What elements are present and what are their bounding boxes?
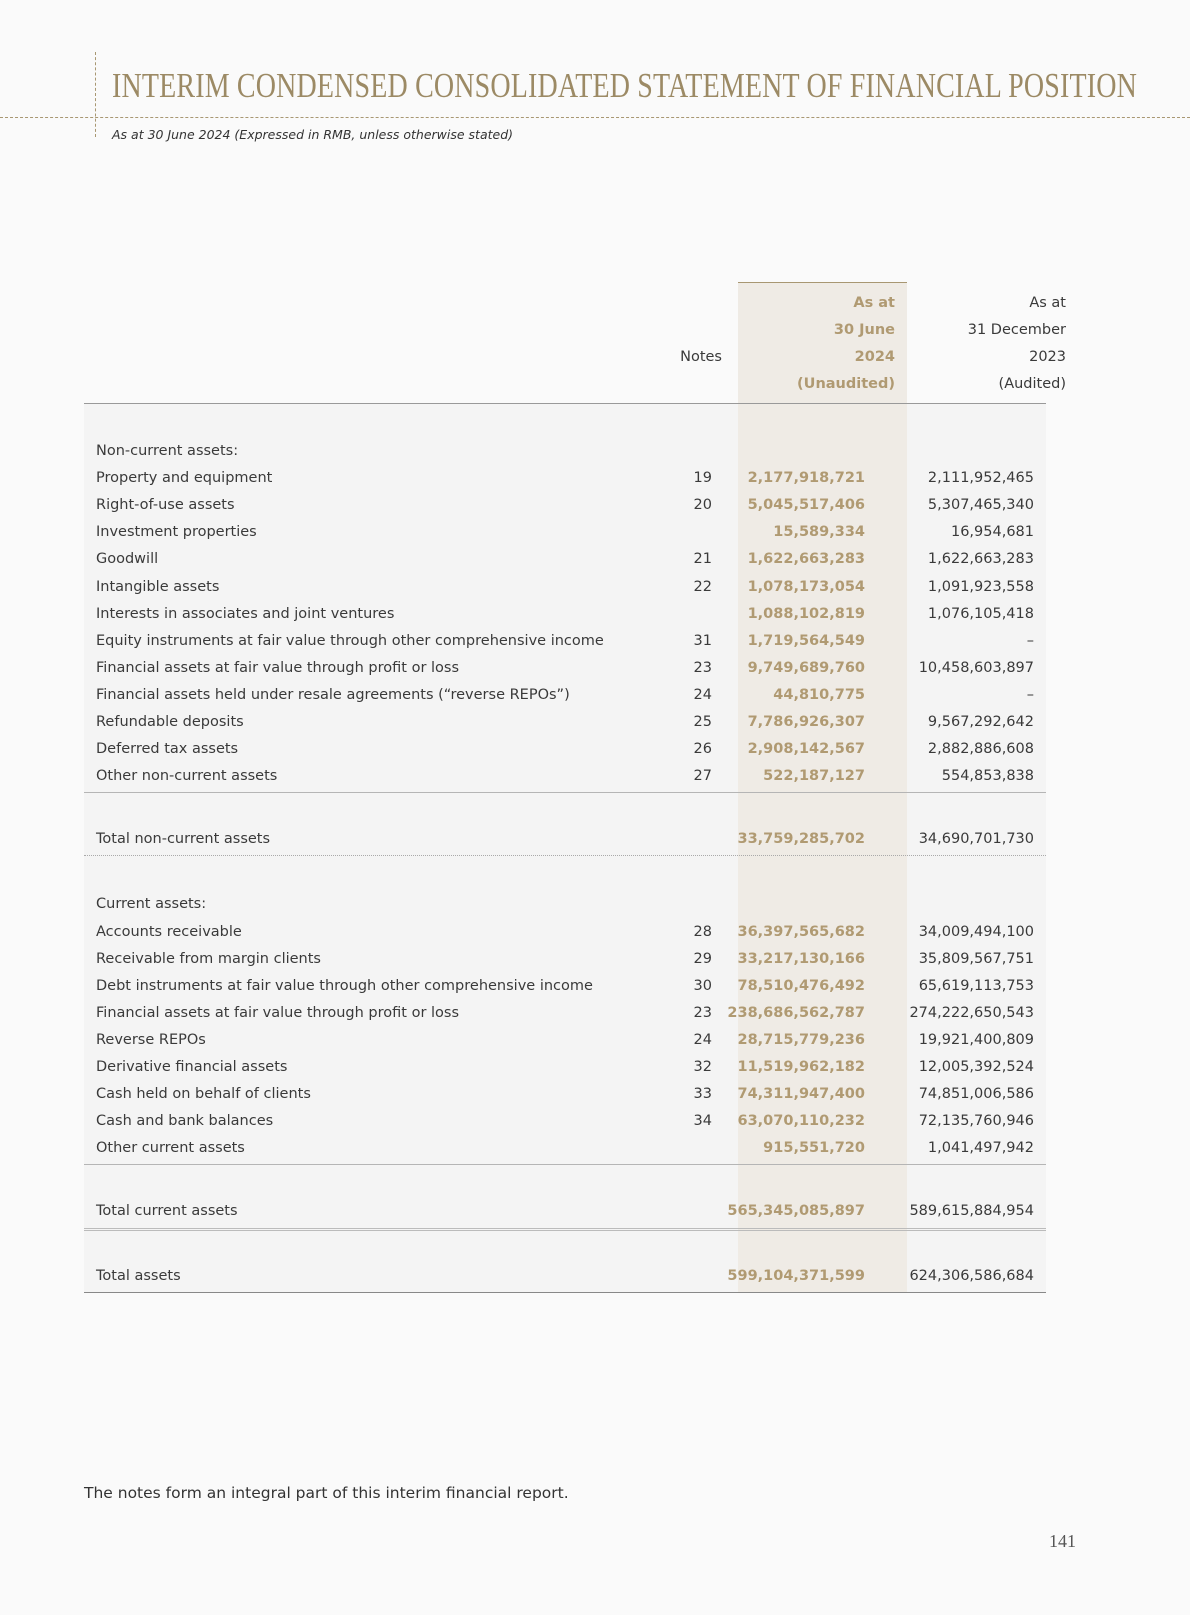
section-heading <box>84 438 1046 465</box>
row-current-value: 915,551,720 <box>763 1140 865 1157</box>
row-prior-value: 274,222,650,543 <box>909 1004 1034 1021</box>
row-current-value: 63,070,110,232 <box>737 1113 865 1130</box>
row-note: 28 <box>693 923 712 940</box>
header-vertical-rule <box>95 52 96 137</box>
row-note: 21 <box>693 551 712 568</box>
row-prior-value: 65,619,113,753 <box>918 977 1034 994</box>
total-rule <box>84 1228 1046 1231</box>
row-prior-value: 74,851,006,586 <box>918 1086 1034 1103</box>
row-current-value: 9,749,689,760 <box>747 659 865 676</box>
grand-total-rule <box>84 1292 1046 1293</box>
row-prior-value: 1,622,663,283 <box>927 551 1034 568</box>
row-note: 23 <box>693 659 712 676</box>
table-row <box>84 736 1046 763</box>
row-note: 26 <box>693 741 712 758</box>
row-label: Financial assets at fair value through profit or loss <box>96 659 460 676</box>
table-row <box>84 1108 1046 1135</box>
row-prior-value: – <box>1026 686 1034 703</box>
header-horizontal-rule <box>0 117 1190 118</box>
row-prior-value: – <box>1026 632 1034 649</box>
row-label: Deferred tax assets <box>96 741 239 758</box>
page-subtitle: As at 30 June 2024 (Expressed in RMB, unless otherwise stated) <box>112 127 514 142</box>
table-row <box>84 919 1046 946</box>
page-number: 141 <box>1049 1531 1076 1551</box>
row-label: Refundable deposits <box>96 714 244 730</box>
subtotal-rule <box>84 1164 1046 1165</box>
row-prior-value: 19,921,400,809 <box>918 1031 1034 1048</box>
table-row <box>84 682 1046 709</box>
header-divider <box>84 403 1046 404</box>
row-prior-value: 1,091,923,558 <box>927 578 1034 595</box>
table-row <box>84 1000 1046 1027</box>
row-prior-value: 589,615,884,954 <box>909 1203 1034 1220</box>
row-current-value: 1,078,173,054 <box>747 578 865 595</box>
row-label: Total assets <box>96 1267 181 1284</box>
total-rule <box>84 855 1046 856</box>
row-current-value: 78,510,476,492 <box>737 977 865 994</box>
table-row <box>84 546 1046 573</box>
table-row <box>84 1081 1046 1108</box>
table-row <box>84 1054 1046 1081</box>
row-note: 30 <box>693 977 712 994</box>
row-label: Goodwill <box>96 551 159 568</box>
row-prior-value: 9,567,292,642 <box>927 714 1034 730</box>
row-note: 19 <box>693 470 712 487</box>
header-line: 30 June <box>833 322 895 338</box>
row-current-value: 522,187,127 <box>763 768 865 785</box>
row-label: Cash and bank balances <box>96 1113 274 1130</box>
header-line: 31 December <box>967 322 1066 338</box>
row-label: Non-current assets: <box>96 443 239 459</box>
row-prior-value: 10,458,603,897 <box>918 659 1034 676</box>
row-label: Interests in associates and joint ventures <box>96 605 395 622</box>
row-note: 23 <box>693 1004 712 1021</box>
row-prior-value: 2,111,952,465 <box>927 470 1034 487</box>
column-header-prior <box>968 290 1066 398</box>
row-current-value: 1,719,564,549 <box>747 632 865 649</box>
row-prior-value: 72,135,760,946 <box>918 1113 1034 1130</box>
row-note: 27 <box>693 768 712 785</box>
table-row <box>84 946 1046 973</box>
table-row <box>84 763 1046 790</box>
row-current-value: 15,589,334 <box>773 524 865 541</box>
row-label: Investment properties <box>96 524 257 541</box>
row-prior-value: 554,853,838 <box>941 768 1034 785</box>
row-prior-value: 34,690,701,730 <box>918 831 1034 848</box>
table-row <box>84 574 1046 601</box>
row-label: Debt instruments at fair value through other comprehensive income <box>96 977 593 994</box>
row-note: 33 <box>693 1086 712 1103</box>
section-heading <box>84 891 1046 918</box>
table-row <box>84 1135 1046 1162</box>
column-header-current <box>797 290 895 398</box>
row-label: Financial assets held under resale agreements (“reverse REPOs”) <box>96 686 570 703</box>
row-label: Financial assets at fair value through profit or loss <box>96 1004 460 1021</box>
row-current-value: 7,786,926,307 <box>747 714 865 730</box>
table-row <box>84 628 1046 655</box>
header-line: As at <box>1029 295 1066 311</box>
table-row <box>84 655 1046 682</box>
row-label: Equity instruments at fair value through other comprehensive income <box>96 632 604 649</box>
row-label: Other non-current assets <box>96 768 278 785</box>
row-note: 32 <box>693 1059 712 1075</box>
row-note: 34 <box>693 1113 712 1130</box>
row-label: Intangible assets <box>96 578 220 595</box>
row-current-value: 1,088,102,819 <box>747 605 865 622</box>
row-prior-value: 624,306,586,684 <box>909 1267 1034 1284</box>
row-prior-value: 16,954,681 <box>950 524 1034 541</box>
page-title: INTERIM CONDENSED CONSOLIDATED STATEMENT OF FINANCIAL POSITION <box>112 66 1138 105</box>
column-header-notes: Notes <box>680 349 722 365</box>
table-row <box>84 709 1046 736</box>
row-label: Current assets: <box>96 896 207 913</box>
row-label: Total non-current assets <box>96 831 271 848</box>
grand-total-row <box>84 1263 1046 1290</box>
row-current-value: 2,908,142,567 <box>747 741 865 758</box>
row-label: Derivative financial assets <box>96 1059 288 1075</box>
row-prior-value: 34,009,494,100 <box>918 923 1034 940</box>
row-current-value: 44,810,775 <box>773 686 865 703</box>
header-line: 2023 <box>1029 349 1066 365</box>
row-current-value: 5,045,517,406 <box>747 497 865 514</box>
row-prior-value: 2,882,886,608 <box>927 741 1034 758</box>
row-current-value: 238,686,562,787 <box>727 1004 865 1021</box>
row-note: 24 <box>693 686 712 703</box>
row-current-value: 11,519,962,182 <box>737 1059 865 1075</box>
header-line: (Unaudited) <box>797 376 895 392</box>
row-label: Other current assets <box>96 1140 245 1157</box>
row-prior-value: 5,307,465,340 <box>927 497 1034 514</box>
subtotal-row <box>84 826 1046 853</box>
table-row <box>84 601 1046 628</box>
row-prior-value: 1,041,497,942 <box>927 1140 1034 1157</box>
footer-note: The notes form an integral part of this interim financial report. <box>84 1484 569 1502</box>
row-label: Cash held on behalf of clients <box>96 1086 311 1103</box>
header-line: 2024 <box>854 349 895 365</box>
table-row <box>84 465 1046 492</box>
row-label: Receivable from margin clients <box>96 950 321 967</box>
header-line: (Audited) <box>998 376 1066 392</box>
row-current-value: 28,715,779,236 <box>737 1031 865 1048</box>
row-label: Accounts receivable <box>96 923 242 940</box>
header-line: As at <box>853 295 895 311</box>
row-note: 31 <box>693 632 712 649</box>
row-current-value: 36,397,565,682 <box>737 923 865 940</box>
row-current-value: 74,311,947,400 <box>737 1086 865 1103</box>
table-row <box>84 519 1046 546</box>
table-row <box>84 492 1046 519</box>
row-note: 24 <box>693 1031 712 1048</box>
table-row <box>84 1027 1046 1054</box>
row-prior-value: 35,809,567,751 <box>918 950 1034 967</box>
row-current-value: 33,217,130,166 <box>737 950 865 967</box>
row-current-value: 599,104,371,599 <box>727 1267 865 1284</box>
row-current-value: 2,177,918,721 <box>747 470 865 487</box>
row-prior-value: 12,005,392,524 <box>918 1059 1034 1075</box>
row-label: Total current assets <box>96 1203 238 1220</box>
row-note: 22 <box>693 578 712 595</box>
row-note: 25 <box>693 714 712 730</box>
row-current-value: 1,622,663,283 <box>747 551 865 568</box>
row-note: 20 <box>693 497 712 514</box>
subtotal-rule <box>84 792 1046 793</box>
row-current-value: 565,345,085,897 <box>727 1203 865 1220</box>
row-prior-value: 1,076,105,418 <box>927 605 1034 622</box>
row-label: Reverse REPOs <box>96 1031 206 1048</box>
table-row <box>84 973 1046 1000</box>
row-label: Right-of-use assets <box>96 497 235 514</box>
row-label: Property and equipment <box>96 470 273 487</box>
subtotal-row <box>84 1198 1046 1225</box>
row-current-value: 33,759,285,702 <box>737 831 865 848</box>
row-note: 29 <box>693 950 712 967</box>
